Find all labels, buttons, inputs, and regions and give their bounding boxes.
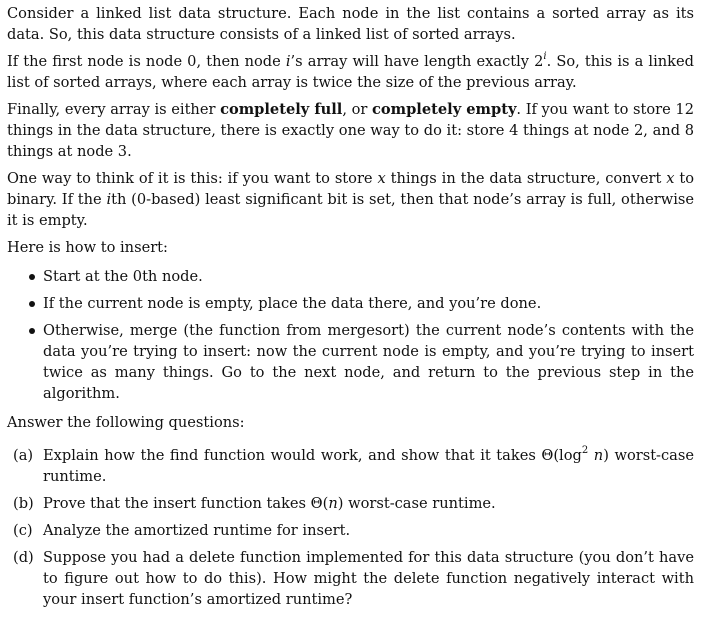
- text-span: Finally, every array is either: [7, 101, 221, 118]
- intro-text: Consider a linked list data structure. Each node in the list contains a sorted array as its data. So, this data structure consists of a linked list of sorted arrays.: [7, 5, 694, 43]
- question-item: [7, 547, 694, 610]
- step-text: Otherwise, merge (the function from mergesort) the current node’s contents with the data you’re trying to insert: now the current node is empty, and you’re trying to insert twice as many things. Go to the next node, and return to the previous step in the algorithm.: [43, 322, 694, 402]
- array-length-paragraph: [7, 51, 694, 93]
- text-span: ’s array will have length exactly: [290, 53, 535, 70]
- list-item: [7, 293, 694, 314]
- math-x: x: [377, 170, 386, 187]
- math-i: i: [285, 53, 291, 70]
- math-zero: 0: [187, 53, 197, 70]
- text-span: things in the data structure, convert: [385, 170, 667, 187]
- question-item: [7, 520, 694, 541]
- text-span: th (0-based) least significant bit is set, then that node’s array is full, otherwise it is empty.: [7, 191, 695, 229]
- question-text: ) worst-case runtime.: [337, 495, 496, 512]
- math-x: x: [666, 170, 675, 187]
- bullet-icon: [29, 274, 35, 280]
- math-exponent-2: 2: [581, 445, 589, 457]
- question-label: (a): [13, 447, 34, 464]
- math-n: n: [328, 495, 338, 512]
- bullet-icon: [29, 301, 35, 307]
- question-label: (c): [13, 522, 33, 539]
- question-text: Suppose you had a delete function implemented for this data structure (you don’t have to figure out how to do this). How might the delete function negatively interact with your insert function’s amortized runtime?: [43, 549, 694, 608]
- full-empty-paragraph: [7, 99, 694, 162]
- list-item: [7, 320, 694, 404]
- step-text: If the current node is empty, place the data there, and you’re done.: [43, 295, 542, 312]
- question-text: ) worst-case runtime.: [43, 447, 694, 485]
- math-i: i: [106, 191, 112, 208]
- bold-completely-empty: completely empty: [372, 101, 517, 118]
- binary-paragraph: [7, 168, 694, 231]
- question-text: Explain how the find function would work, and show that it takes Θ(log: [43, 447, 582, 464]
- text-span: , or: [342, 101, 373, 118]
- intro-paragraph: [7, 3, 694, 45]
- bold-completely-full: completely full: [220, 101, 343, 118]
- math-exponent-i: i: [543, 51, 547, 63]
- questions-list: [7, 445, 694, 610]
- question-label: (d): [13, 549, 34, 566]
- text-span: to binary. If the: [7, 170, 694, 208]
- math-two: 2: [534, 53, 544, 70]
- question-text: Prove that the insert function takes Θ(: [43, 495, 329, 512]
- question-label: (b): [13, 495, 34, 512]
- insert-intro: [7, 237, 694, 258]
- text-span: . If you want to store 12 things in the data structure, there is exactly one way to do it: store 4 things at node 2, and 8 things at node 3.: [7, 101, 694, 160]
- text-span: If the first node is node: [7, 53, 188, 70]
- text-span: , then node: [196, 53, 286, 70]
- text-span: One way to think of it is this: if you want to store: [7, 170, 378, 187]
- question-text: Analyze the amortized runtime for insert.: [43, 522, 351, 539]
- answer-intro: [7, 412, 694, 433]
- insert-steps-list: [7, 266, 694, 404]
- list-item: [7, 266, 694, 287]
- question-item: [7, 445, 694, 487]
- insert-intro-text: Here is how to insert:: [7, 239, 168, 256]
- answer-intro-text: Answer the following questions:: [7, 414, 245, 431]
- text-span: . So, this is a linked list of sorted arrays, where each array is twice the size of the previous array.: [7, 53, 694, 91]
- bullet-icon: [29, 328, 35, 334]
- math-n: n: [593, 447, 604, 464]
- question-item: [7, 493, 694, 514]
- step-text: Start at the 0th node.: [43, 268, 203, 285]
